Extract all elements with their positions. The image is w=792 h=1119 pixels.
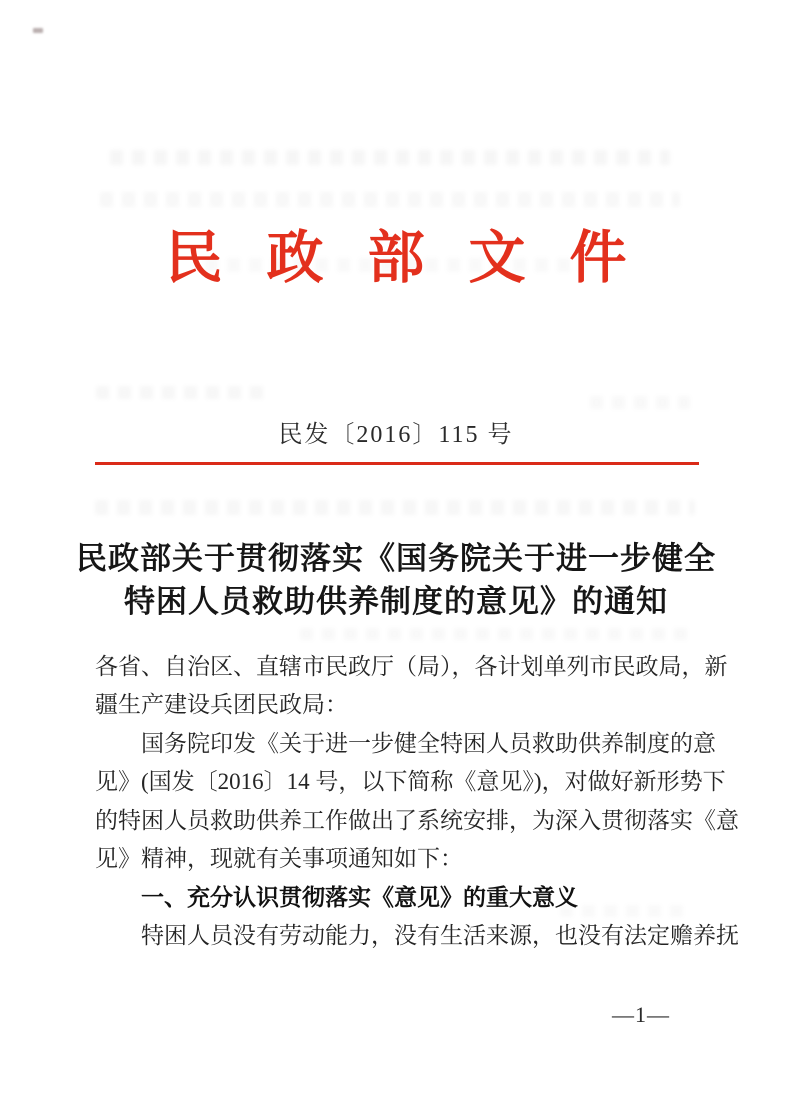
body-text [95,648,739,955]
bleed-through-ghost [590,396,690,409]
bleed-through-ghost [96,386,266,399]
page-number: —1— [612,1002,670,1027]
letterhead-title: 民政部文件 [165,227,671,290]
body-line: 的特困人员救助供养工作做出了系统安排，为深入贯彻落实《意 [95,807,739,833]
body-line: 特困人员没有劳动能力，没有生活来源，也没有法定赡养抚 [141,922,739,948]
bleed-through-ghost [300,628,690,640]
body-line: 国务院印发《关于进一步健全特困人员救助供养制度的意 [141,730,716,756]
body-line: 疆生产建设兵团民政局： [95,692,348,718]
notice-title-line2: 特困人员救助供养制度的意见》的通知 [124,584,668,619]
body-line: 各省、自治区、直辖市民政厅（局），各计划单列市民政局，新 [95,654,728,679]
document-number: 民发〔2016〕115 号 [278,422,514,448]
scan-smudge [33,28,43,33]
red-separator-line [95,462,699,465]
bleed-through-ghost [100,192,680,207]
notice-title [46,537,746,623]
body-line: 见》(国发〔2016〕14 号，以下简称《意见》)，对做好新形势下 [95,769,726,795]
section-heading: 一、充分认识贯彻落实《意见》的重大意义 [141,884,578,911]
body-line: 见》精神，现就有关事项通知如下： [95,845,463,871]
bleed-through-ghost [95,500,695,515]
bleed-through-ghost [110,150,670,165]
notice-title-line1: 民政部关于贯彻落实《国务院关于进一步健全 [76,541,716,576]
